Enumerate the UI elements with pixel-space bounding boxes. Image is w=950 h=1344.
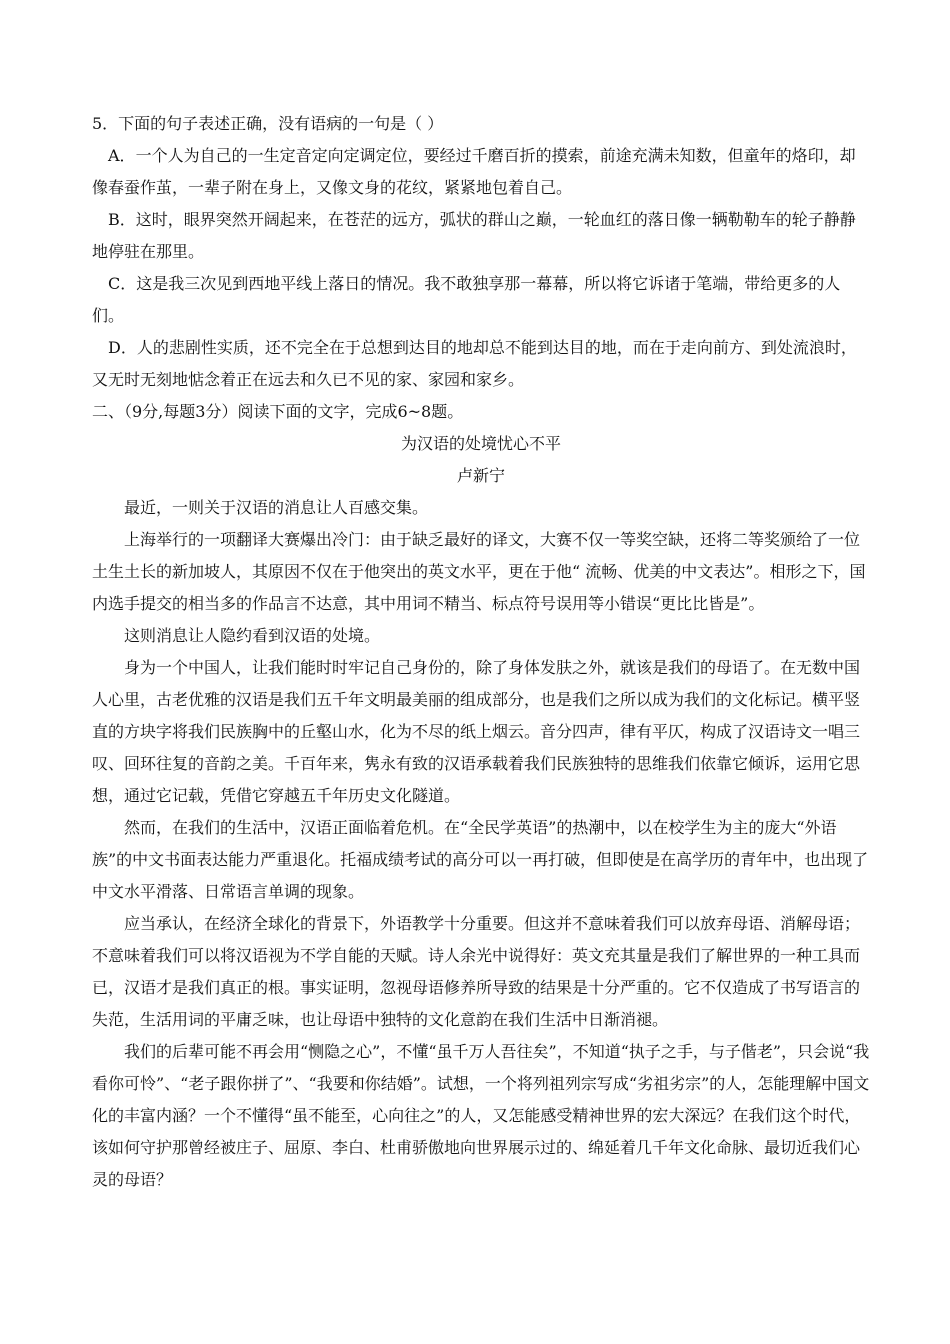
option-b-letter: B． (108, 210, 136, 229)
article-paragraph: 应当承认，在经济全球化的背景下，外语教学十分重要。但这并不意味着我们可以放弃母语、消解母语；不意味着我们可以将汉语视为不学自能的天赋。诗人余光中说得好：英文充其量是我们了解世界的一种工具而已，汉语才是我们真正的根。事实证明，忽视母语修养所导致的结果是十分严重的。它不仅造成了书写语言的失范，生活用词的平庸乏味，也让母语中独特的文化意韵在我们生活中日渐消褪。 (92, 914, 861, 1029)
document-body (92, 108, 870, 1196)
option-a-letter: A． (108, 146, 136, 165)
article-author: 卢新宁 (456, 466, 505, 485)
option-b-text: 这时，眼界突然开阔起来，在苍茫的远方，弧状的群山之巅，一轮血红的落日像一辆勒勒车的轮子静静地停驻在那里。 (92, 210, 856, 261)
option-a-text: 一个人为自己的一生定音定向定调定位，要经过千磨百折的摸索，前途充满未知数，但童年的烙印，却像春蚕作茧，一辈子附在身上，又像文身的花纹，紧紧地包着自己。 (92, 146, 856, 197)
article-paragraph: 我们的后辈可能不再会用“恻隐之心”，不懂“虽千万人吾往矣”，不知道“执子之手，与子偕老”，只会说“我看你可怜”、“老子跟你拼了”、“我要和你结婚”。试想，一个将列祖列宗写成“劣祖劣宗”的人，怎能理解中国文化的丰富内涵？一个不懂得“虽不能至，心向往之”的人，又怎能感受精神世界的宏大深远？在我们这个时代，该如何守护那曾经被庄子、屈原、李白、杜甫骄傲地向世界展示过的、绵延着几千年文化命脉、最切近我们心灵的母语？ (92, 1042, 870, 1189)
article-paragraph: 然而，在我们的生活中，汉语正面临着危机。在“全民学英语”的热潮中，以在校学生为主的庞大“外语族”的中文书面表达能力严重退化。托福成绩考试的高分可以一再打破，但即使是在高学历的青年中，也出现了中文水平滑落、日常语言单调的现象。 (92, 818, 869, 901)
article-paragraph: 上海举行的一项翻译大赛爆出冷门：由于缺乏最好的译文，大赛不仅一等奖空缺，还将二等奖颁给了一位土生土长的新加坡人，其原因不仅在于他突出的英文水平，更在于他“ 流畅、优美的中文表达”。相形之下，国内选手提交的相当多的作品言不达意，其中用词不精当、标点符号误用等小错误“更比比皆是”。 (92, 530, 866, 613)
section-2-heading: 二、（9分,每题3分）阅读下面的文字，完成6~8题。 (92, 402, 464, 421)
article-title: 为汉语的处境忧心不平 (400, 434, 561, 453)
question-5-stem: 5．下面的句子表述正确，没有语病的一句是（ ） (92, 114, 444, 133)
option-c-text: 这是我三次见到西地平线上落日的情况。我不敢独享那一幕幕，所以将它诉诸于笔端，带给更多的人们。 (92, 274, 841, 325)
article-paragraph: 最近，一则关于汉语的消息让人百感交集。 (124, 498, 429, 517)
option-c-letter: C． (108, 274, 137, 293)
option-a (92, 140, 870, 204)
option-d-letter: D． (108, 338, 137, 357)
option-d-text: 人的悲剧性实质，还不完全在于总想到达目的地却总不能到达目的地，而在于走向前方、到处流浪时，又无时无刻地惦念着正在远去和久已不见的家、家园和家乡。 (92, 338, 857, 389)
option-b (92, 204, 870, 268)
option-c (92, 268, 870, 332)
article-paragraph: 身为一个中国人，让我们能时时牢记自己身份的，除了身体发肤之外，就该是我们的母语了。在无数中国人心里，古老优雅的汉语是我们五千年文明最美丽的组成部分，也是我们之所以成为我们的文化标记。横平竖直的方块字将我们民族胸中的丘壑山水，化为不尽的纸上烟云。音分四声，律有平仄，构成了汉语诗文一唱三叹、回环往复的音韵之美。千百年来，隽永有致的汉语承载着我们民族独特的思维我们依靠它倾诉，运用它思想，通过它记载，凭借它穿越五千年历史文化隧道。 (92, 658, 861, 805)
option-d (92, 332, 870, 396)
article-paragraph: 这则消息让人隐约看到汉语的处境。 (124, 626, 381, 645)
